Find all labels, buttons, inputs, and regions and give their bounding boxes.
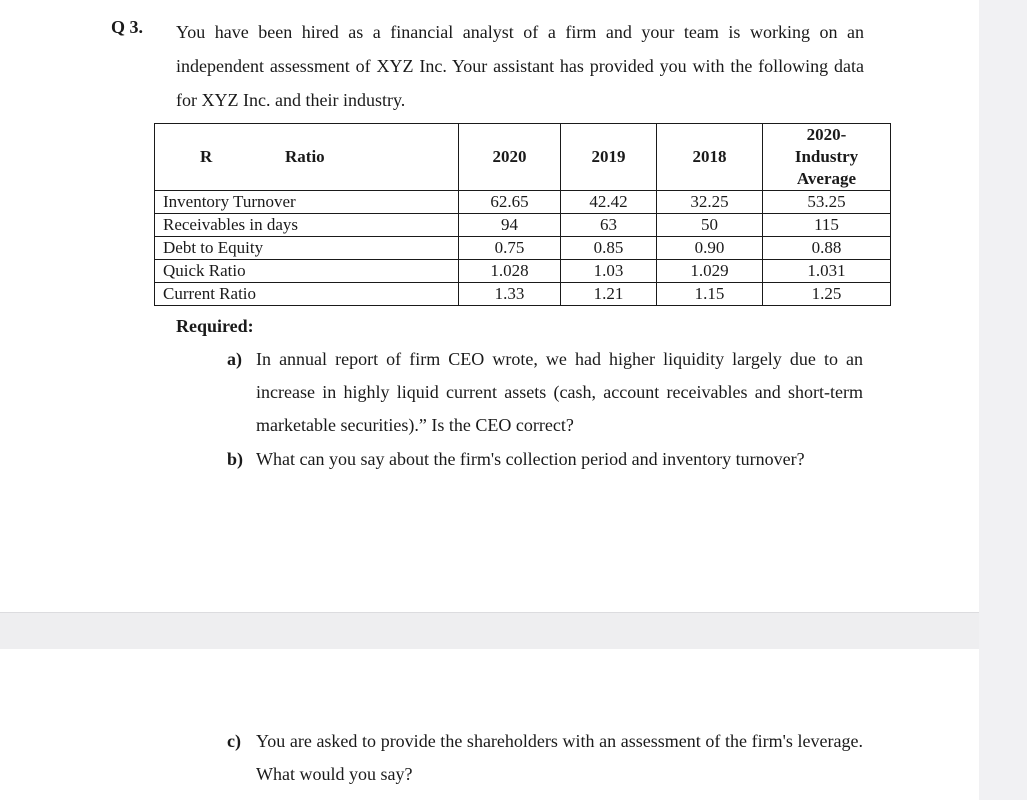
- cell-value: 50: [657, 214, 763, 237]
- question-number: Q 3.: [111, 17, 144, 37]
- row-label: Receivables in days: [155, 214, 459, 237]
- header-2019: 2019: [561, 124, 657, 191]
- table-header-row: [155, 124, 891, 191]
- required-heading: Required:: [176, 316, 254, 336]
- part-b-letter: b): [227, 449, 244, 469]
- table-row: [155, 237, 891, 260]
- document-page-2: [0, 649, 979, 800]
- header-2018: 2018: [657, 124, 763, 191]
- part-a-letter: a): [227, 349, 242, 369]
- table-row: [155, 214, 891, 237]
- cell-value: 1.029: [657, 260, 763, 283]
- cell-value: 63: [561, 214, 657, 237]
- row-label: Current Ratio: [155, 283, 459, 306]
- question-part-c: [227, 725, 867, 795]
- table-row: [155, 260, 891, 283]
- cell-value: 0.85: [561, 237, 657, 260]
- cell-value: 1.031: [763, 260, 891, 283]
- cell-value: 1.33: [459, 283, 561, 306]
- header-industry-average: 2020- Industry Average: [763, 124, 891, 191]
- cell-value: 1.21: [561, 283, 657, 306]
- question-part-a: [227, 343, 867, 453]
- cell-value: 62.65: [459, 191, 561, 214]
- ratio-table: [154, 123, 891, 306]
- cell-value: 94: [459, 214, 561, 237]
- cell-value: 0.90: [657, 237, 763, 260]
- part-c-letter: c): [227, 731, 241, 751]
- row-label: Debt to Equity: [155, 237, 459, 260]
- page-separator: [0, 612, 979, 649]
- cell-value: 1.028: [459, 260, 561, 283]
- header-ratio: Ratio: [285, 147, 325, 166]
- cell-value: 1.03: [561, 260, 657, 283]
- part-b-text: What can you say about the firm's collection period and inventory turnover?: [256, 449, 805, 469]
- cell-value: 0.75: [459, 237, 561, 260]
- part-a-text: In annual report of firm CEO wrote, we had higher liquidity largely due to an increase in highly liquid current assets (cash, account receivables and short-term marketable securities).” Is the CEO correct?: [256, 349, 863, 435]
- cell-value: 42.42: [561, 191, 657, 214]
- header-2020: 2020: [459, 124, 561, 191]
- question-part-b: [227, 443, 867, 477]
- cell-value: 32.25: [657, 191, 763, 214]
- cell-value: 1.25: [763, 283, 891, 306]
- row-label: Quick Ratio: [155, 260, 459, 283]
- row-label: Inventory Turnover: [155, 191, 459, 214]
- ratio-header-cell: [155, 124, 459, 191]
- cell-value: 53.25: [763, 191, 891, 214]
- table-row: [155, 283, 891, 306]
- cell-value: 0.88: [763, 237, 891, 260]
- question-intro: You have been hired as a financial analyst of a firm and your team is working on an independent assessment of XYZ Inc. Your assistant has provided you with the following data for XYZ Inc. and their industry.: [176, 22, 864, 110]
- header-r: R: [200, 147, 213, 166]
- table-row: [155, 191, 891, 214]
- cell-value: 115: [763, 214, 891, 237]
- cell-value: 1.15: [657, 283, 763, 306]
- part-c-text: You are asked to provide the shareholders with an assessment of the firm's leverage. What would you say?: [256, 731, 863, 784]
- viewer-right-gutter: [979, 0, 1027, 800]
